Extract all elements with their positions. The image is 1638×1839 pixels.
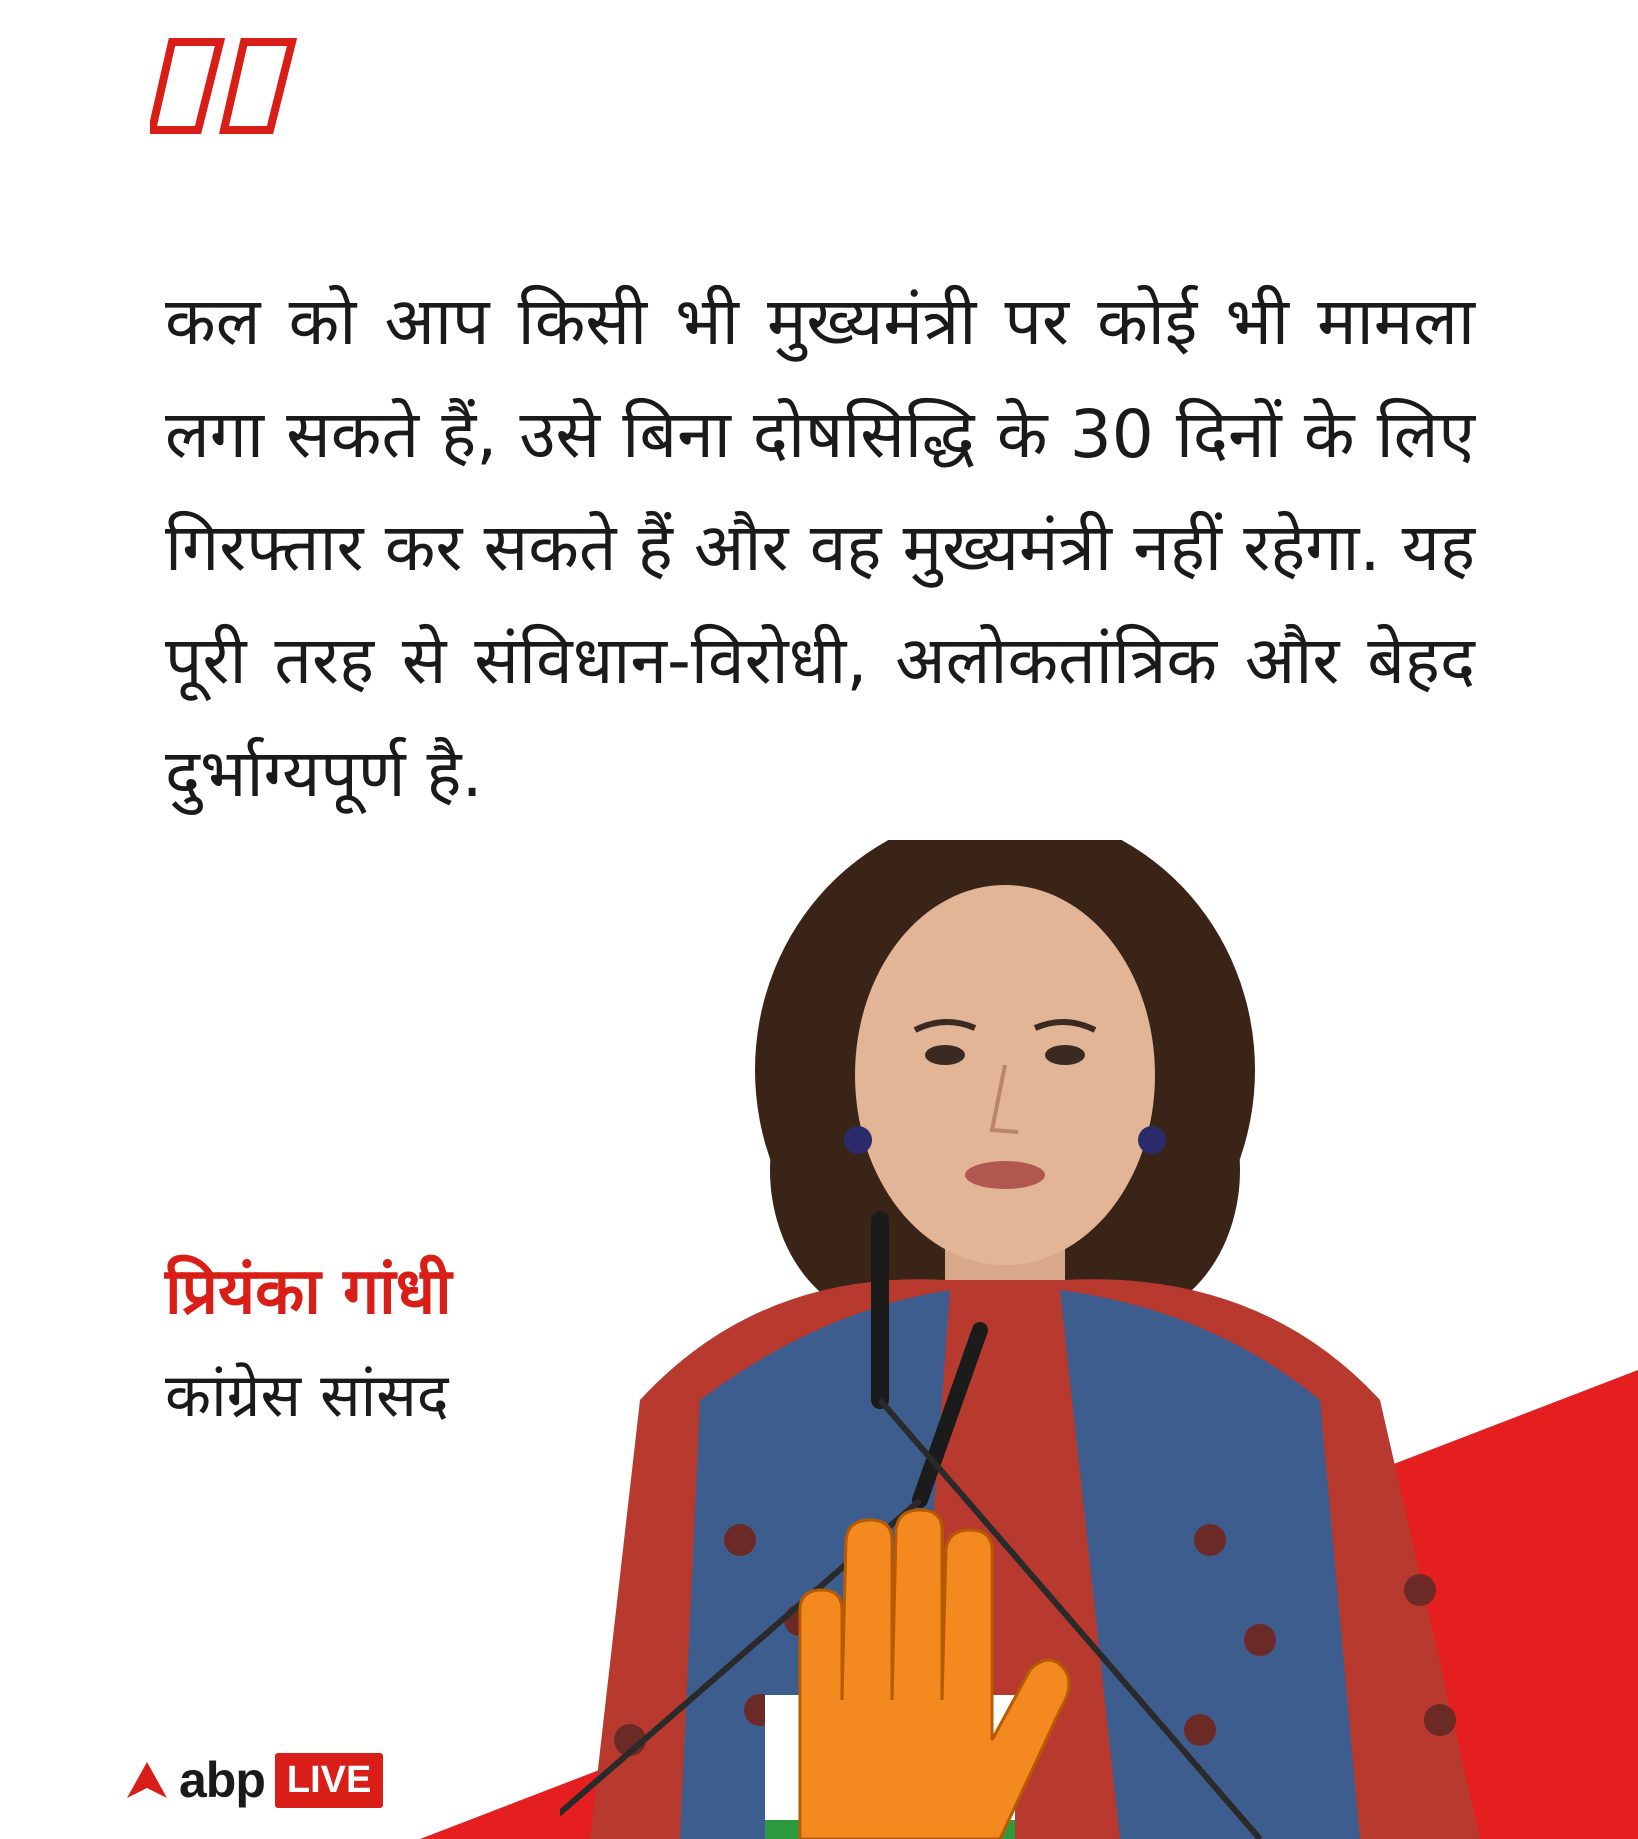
abp-triangle-icon (125, 1760, 169, 1800)
live-badge: LIVE (275, 1753, 383, 1808)
brand-name: abp (179, 1752, 265, 1808)
speaker-photo (560, 840, 1638, 1839)
abp-live-logo (125, 1748, 383, 1812)
quote-text: कल को आप किसी भी मुख्यमंत्री पर कोई भी मामला लगा सकते हैं, उसे बिना दोषसिद्धि के 30 दिनों के लिए गिरफ्तार कर सकते हैं और वह मुख्यमंत्री नहीं रहेगा. यह पूरी तरह से संविधान-विरोधी, अलोकतांत्रिक और बेहद दुर्भाग्यपूर्ण है. (165, 283, 1475, 812)
speaker-title: कांग्रेस सांसद (165, 1361, 449, 1431)
speaker-name: प्रियंका गांधी (165, 1255, 452, 1329)
quote-mark-icon (150, 38, 310, 138)
